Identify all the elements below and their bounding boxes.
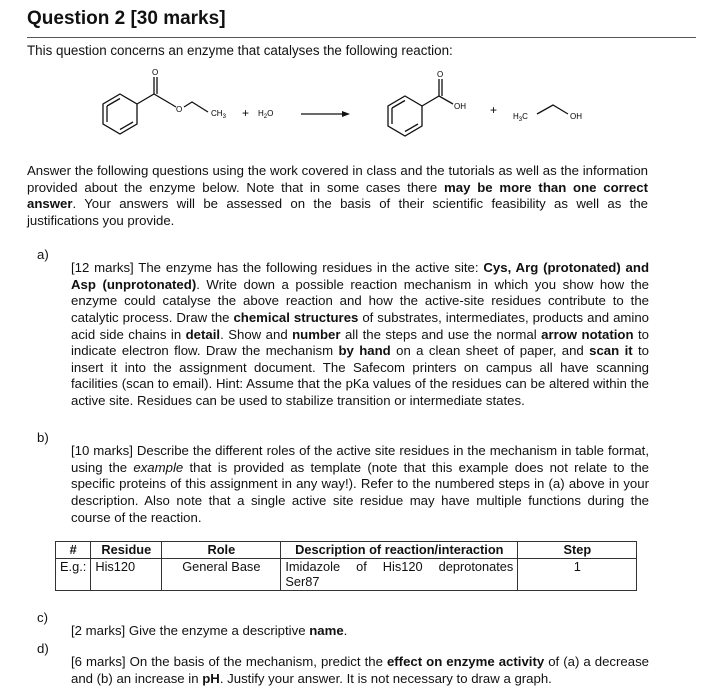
- question-d-label: d): [37, 641, 49, 656]
- question-c-text: [2 marks] Give the enzyme a descriptive name.: [71, 623, 348, 639]
- table-row: [56, 558, 637, 590]
- ethanol-structure: [537, 105, 568, 114]
- table-cell: E.g.:: [56, 558, 91, 590]
- table-header-row: [56, 542, 637, 559]
- table-cell: Imidazole of His120 deprotonates Ser87: [281, 558, 518, 590]
- plus-sign: +: [242, 106, 250, 120]
- reaction-scheme: [80, 64, 640, 156]
- question-b-text: [10 marks] Describe the different roles of the active site residues in the mechanism in table format, using the example that is provided as template (note that this example does not relate to the specific proteins of this assignment in any way!). Refer to the numbered steps in (a) above in your description. Also note that a single active site residue may have multiple functions during the course of the reaction.: [71, 443, 649, 525]
- table-header-cell: Step: [518, 542, 637, 559]
- question-a-text: [12 marks] The enzyme has the following residues in the active site: Cys, Arg (protonated) and Asp (unprotonated). Write down a possible reaction mechanism in which you show how the enzyme could catalyse the above reaction and how the active-site residues contribute to the catalytic process. Draw the chemical structures of substrates, intermediates, products and amino acid side chains in detail. Show and number all the steps and use the normal arrow notation to indicate electron flow. Draw the mechanism by hand on a clean sheet of paper, and scan it to insert it into the assignment document. The Safecom printers on campus all have scanning facilities (scan to email). Hint: Assume that the pKa values of the residues can be altered within the active site. Residues can be used to stabilize transition or intermediate states.: [71, 260, 650, 408]
- table-cell: His120: [91, 558, 162, 590]
- benzyl-acetate-structure: [103, 77, 208, 134]
- instructions-paragraph: Answer the following questions using the work covered in class and the tutorials as well as the information provided about the enzyme below. Note that in some cases there may be more than one correct answer. Your answers will be assessed on the basis of their scientific feasibility as well as the justifications you provide.: [27, 163, 648, 228]
- ester-oxygen-label: O: [176, 105, 183, 114]
- methyl-label: $CH_3$: [211, 109, 226, 120]
- question-title: Question 2 [30 marks]: [27, 8, 226, 29]
- reaction-arrowhead: [342, 111, 350, 117]
- intro-text: This question concerns an enzyme that catalyses the following reaction:: [27, 43, 453, 58]
- benzoic-acid-structure: [388, 79, 453, 136]
- acid-carbonyl-oxygen-label: O: [437, 70, 444, 79]
- example-roles-table: [55, 541, 637, 591]
- table-header-cell: #: [56, 542, 91, 559]
- table-header-cell: Residue: [91, 542, 162, 559]
- question-c-label: c): [37, 610, 48, 625]
- carbonyl-oxygen-label: O: [152, 68, 159, 77]
- table-header-cell: Description of reaction/interaction: [281, 542, 518, 559]
- plus-sign-products: +: [490, 103, 498, 117]
- table-cell: General Base: [162, 558, 281, 590]
- title-underline: [27, 37, 696, 38]
- ethanol-hydroxyl-label: OH: [570, 112, 582, 121]
- table-header-cell: Role: [162, 542, 281, 559]
- ethanol-methyl-label: $H_3C$: [513, 112, 528, 123]
- question-b-label: b): [37, 430, 49, 445]
- question-a-label: a): [37, 247, 49, 262]
- table-cell: 1: [518, 558, 637, 590]
- acid-hydroxyl-label: OH: [454, 102, 466, 111]
- water-label: $H_2O$: [258, 109, 274, 120]
- question-d-text: [6 marks] On the basis of the mechanism, predict the effect on enzyme activity of (a) a decrease and (b) an increase in pH. Justify your answer. It is not necessary to draw a graph.: [71, 654, 650, 686]
